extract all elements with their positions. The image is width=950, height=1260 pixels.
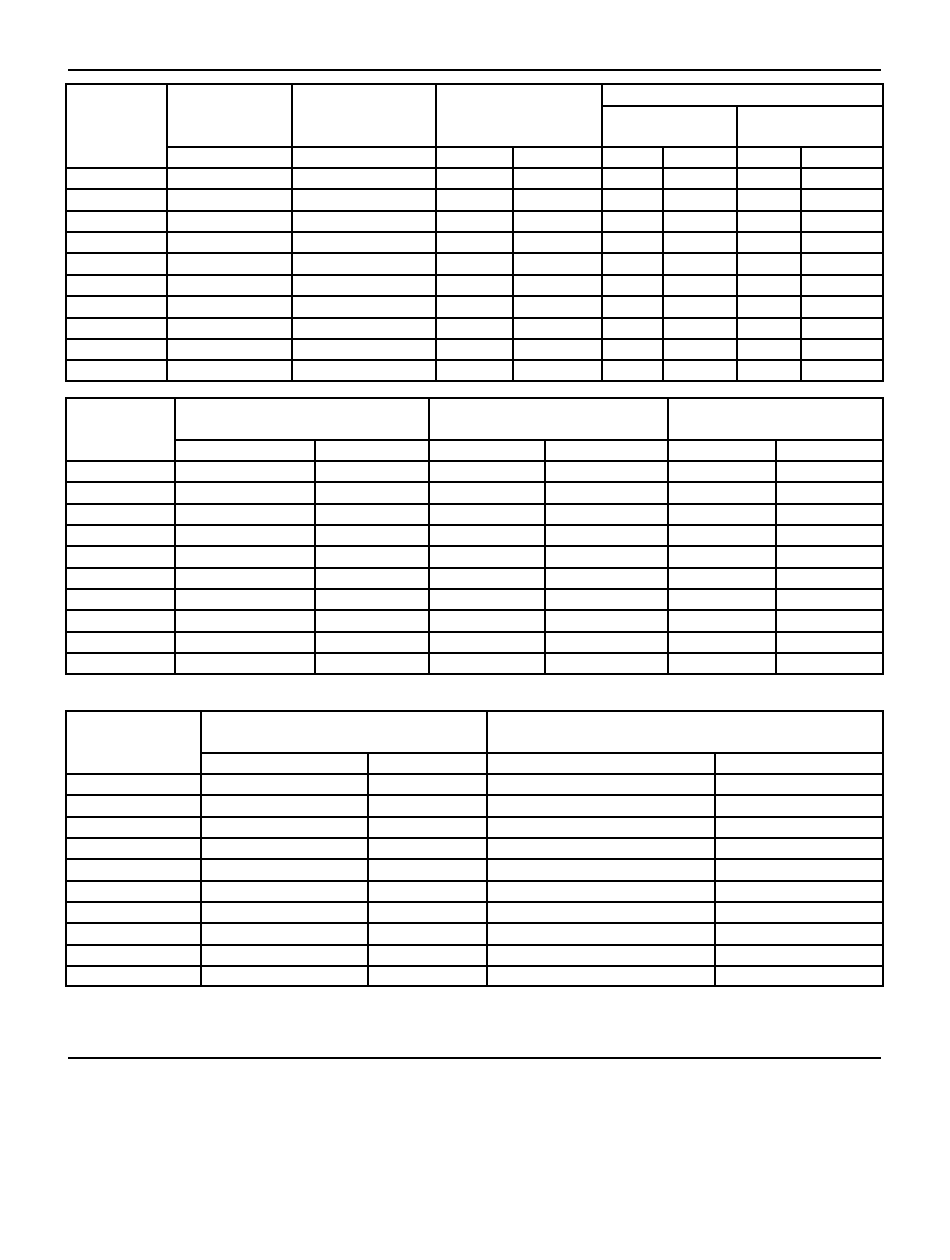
table-2-header-line [176, 439, 884, 441]
table-2-col-line [775, 439, 777, 675]
table-1-row-line [67, 188, 884, 190]
table-2-row-line [67, 631, 884, 633]
table-2-row-line [67, 524, 884, 526]
table-2-row-line [67, 609, 884, 611]
table-3-col-line [367, 752, 369, 987]
table-1-row-line [67, 231, 884, 233]
table-2-col-line [544, 439, 546, 675]
table-2-row-line [67, 545, 884, 547]
table-1-row-line [67, 210, 884, 212]
table-1-header-line [67, 167, 884, 169]
table-1-header-line [601, 105, 884, 107]
table-2-col-line [667, 399, 669, 675]
table-3-header-line [67, 773, 884, 775]
table-2 [65, 397, 884, 675]
table-3-row-line [67, 880, 884, 882]
bottom-rule [68, 1057, 881, 1059]
table-1-row-line [67, 338, 884, 340]
table-3-row-line [67, 922, 884, 924]
table-2-row-line [67, 503, 884, 505]
table-3-row-line [67, 944, 884, 946]
table-1-col-line [512, 146, 514, 382]
table-2-col-line [428, 399, 430, 675]
table-3-header-line [201, 752, 884, 754]
table-2-row-line [67, 588, 884, 590]
table-3-row-line [67, 837, 884, 839]
table-1-row-line [67, 359, 884, 361]
table-3-row-line [67, 965, 884, 967]
table-1-row-line [67, 274, 884, 276]
table-1-header-line [168, 146, 884, 148]
table-3-row-line [67, 901, 884, 903]
table-3-row-line [67, 816, 884, 818]
table-1-col-line [662, 146, 664, 382]
table-2-row-line [67, 567, 884, 569]
table-3-row-line [67, 858, 884, 860]
table-1-row-line [67, 295, 884, 297]
top-rule [68, 69, 881, 71]
table-1-col-line [736, 105, 738, 382]
table-1-row-line [67, 252, 884, 254]
table-1-row-line [67, 317, 884, 319]
table-2-header-line [67, 460, 884, 462]
table-1 [65, 83, 884, 382]
table-1-col-line [800, 146, 802, 382]
table-2-col-line [174, 399, 176, 675]
table-3-col-line [714, 752, 716, 987]
table-3 [65, 710, 884, 987]
table-3-row-line [67, 794, 884, 796]
table-2-col-line [314, 439, 316, 675]
table-2-row-line [67, 481, 884, 483]
table-2-row-line [67, 652, 884, 654]
